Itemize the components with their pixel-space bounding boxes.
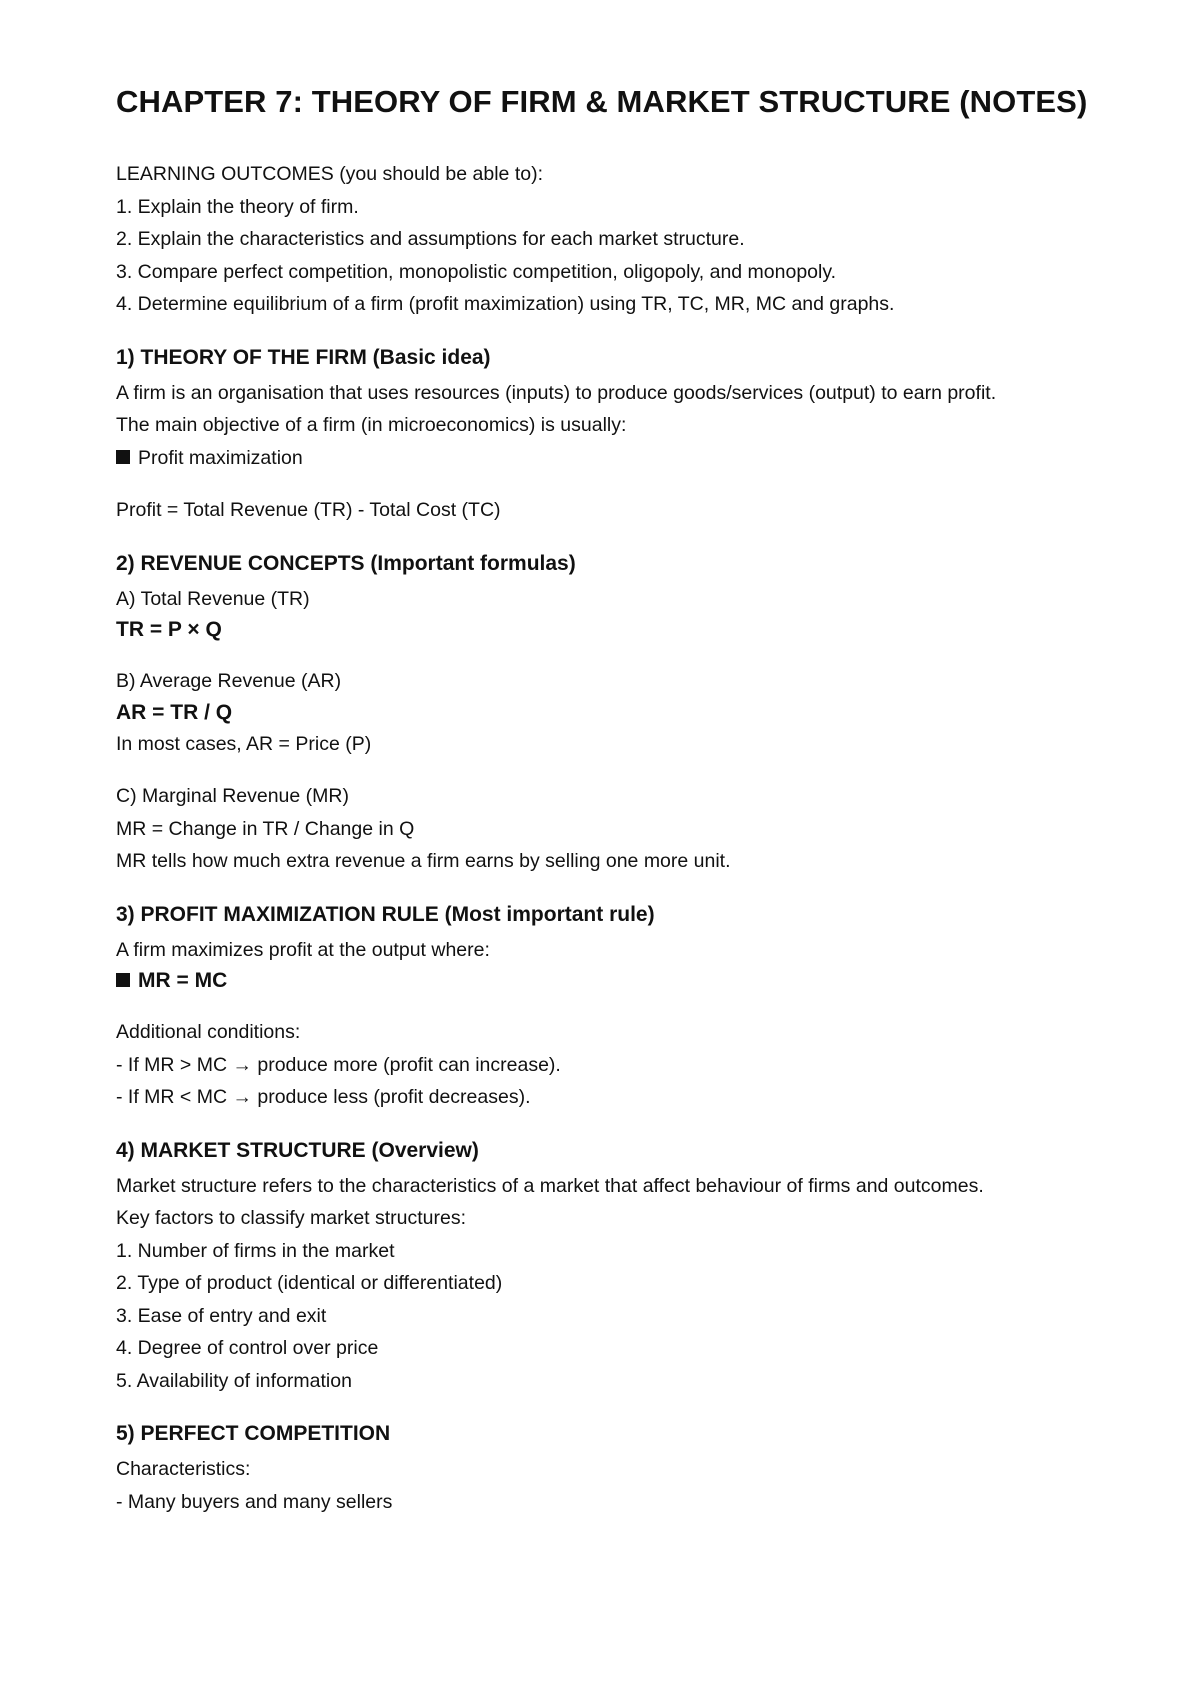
paragraph: The main objective of a firm (in microeconomics) is usually: [116,414,627,436]
bullet-text: Profit maximization [138,446,303,469]
formula: AR = TR / Q [116,700,233,724]
list-item: 1. Number of firms in the market [116,1239,395,1262]
section-heading: 5) PERFECT COMPETITION [116,1422,391,1445]
section-heading: 4) MARKET STRUCTURE (Overview) [116,1138,479,1162]
section-theory-of-firm [116,342,1126,527]
paragraph: A firm is an organisation that uses resources (inputs) to produce goods/services (output) to earn profit. [116,381,997,404]
section-perfect-competition [116,1418,1126,1518]
outcomes-heading: LEARNING OUTCOMES (you should be able to): [116,163,543,185]
section-market-structure [116,1135,1126,1398]
conditions-label: Additional conditions: [116,1021,301,1043]
note: In most cases, AR = Price (P) [116,732,372,755]
profit-formula: Profit = Total Revenue (TR) - Total Cost (TC) [116,499,501,521]
outcome-item: 1. Explain the theory of firm. [116,195,359,218]
list-item: - Many buyers and many sellers [116,1490,393,1513]
paragraph: Market structure refers to the characteristics of a market that affect behaviour of firms and outcomes. [116,1174,984,1197]
outcome-item: 2. Explain the characteristics and assumptions for each market structure. [116,228,745,250]
page-title: CHAPTER 7: THEORY OF FIRM & MARKET STRUCTURE (NOTES) [116,84,1088,119]
section-profit-maximization [116,899,1126,1114]
formula: MR = Change in TR / Change in Q [116,817,415,840]
section-revenue-concepts [116,548,1126,878]
outcome-item: 3. Compare perfect competition, monopolistic competition, oligopoly, and monopoly. [116,260,837,283]
list-item: 4. Degree of control over price [116,1337,379,1359]
condition: - If MR < MC → produce less (profit decreases). [116,1086,531,1108]
rule [116,966,1126,996]
square-bullet-icon [116,450,130,464]
formula: TR = P × Q [116,618,222,641]
outcome-item: 4. Determine equilibrium of a firm (profit maximization) using TR, TC, MR, MC and graphs. [116,293,895,315]
section-heading: 2) REVENUE CONCEPTS (Important formulas) [116,551,576,575]
list-item: 5. Availability of information [116,1369,352,1392]
rule-text: MR = MC [138,969,228,992]
note: MR tells how much extra revenue a firm earns by selling one more unit. [116,850,731,872]
section-heading: 3) PROFIT MAXIMIZATION RULE (Most important rule) [116,902,655,926]
list-item: 3. Ease of entry and exit [116,1304,327,1327]
paragraph: A firm maximizes profit at the output where: [116,938,490,961]
bullet-item [116,442,1126,475]
list-item: 2. Type of product (identical or differentiated) [116,1272,503,1294]
paragraph: Key factors to classify market structures: [116,1207,467,1229]
section-heading: 1) THEORY OF THE FIRM (Basic idea) [116,345,491,369]
learning-outcomes [116,158,1126,321]
document-body [116,84,1126,1518]
characteristics-label: Characteristics: [116,1458,251,1480]
subheading: C) Marginal Revenue (MR) [116,785,349,807]
subheading: A) Total Revenue (TR) [116,587,310,610]
square-bullet-icon [116,973,130,987]
condition: - If MR > MC → produce more (profit can increase). [116,1053,561,1076]
subheading: B) Average Revenue (AR) [116,670,342,692]
